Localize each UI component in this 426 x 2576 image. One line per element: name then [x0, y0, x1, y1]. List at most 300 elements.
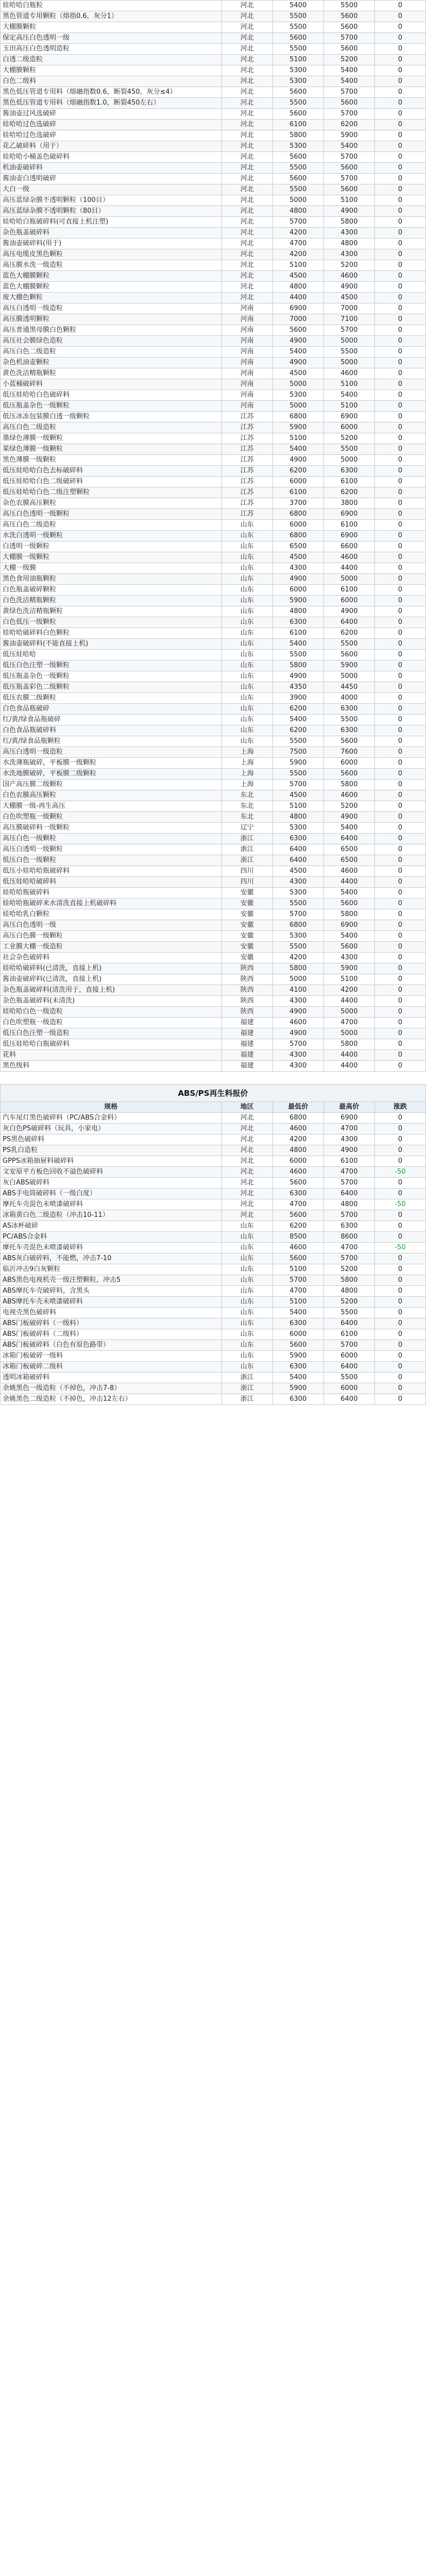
cell-spec: 摩托车壳混色未喷漆破碎料	[1, 1199, 222, 1210]
cell-max-price: 5200	[323, 801, 374, 812]
table-row	[1, 433, 426, 444]
cell-region: 山东	[221, 596, 272, 606]
cell-spec: 高压膜透明颗粒	[1, 314, 222, 325]
cell-max-price: 4800	[323, 1286, 374, 1297]
cell-region: 浙江	[221, 1394, 272, 1405]
cell-change: 0	[374, 509, 425, 520]
cell-max-price: 4300	[323, 1134, 374, 1145]
cell-max-price: 5700	[323, 33, 374, 44]
cell-spec: 果绿色薄膜一级颗粒	[1, 444, 222, 455]
cell-change: 0	[374, 239, 425, 249]
cell-spec: PC/ABS合金料	[1, 1232, 222, 1243]
cell-spec: 白色吹塑瓶一级造粒	[1, 1018, 222, 1028]
cell-region: 河南	[221, 390, 272, 401]
cell-spec: 娃哈哈小桶盖色破碎料	[1, 152, 222, 163]
cell-max-price: 6400	[323, 1362, 374, 1372]
cell-max-price: 5700	[323, 152, 374, 163]
cell-min-price: 5300	[272, 888, 323, 899]
cell-max-price: 6400	[323, 617, 374, 628]
cell-spec: 高压膜破碎料一级颗粒	[1, 823, 222, 834]
cell-min-price: 4600	[272, 1243, 323, 1253]
cell-min-price: 5000	[272, 379, 323, 390]
table-row	[1, 109, 426, 120]
cell-max-price: 6900	[323, 531, 374, 541]
col-change-header: 涨跌	[374, 1102, 425, 1113]
cell-region: 山东	[221, 704, 272, 715]
cell-change: 0	[374, 282, 425, 293]
cell-change: 0	[374, 358, 425, 368]
cell-max-price: 5800	[323, 1275, 374, 1286]
cell-max-price: 5600	[323, 44, 374, 55]
cell-min-price: 6300	[272, 1394, 323, 1405]
cell-change: 0	[374, 498, 425, 509]
cell-spec: 黑色低压管道专用料（熔融指数1.0，断裂450左右）	[1, 98, 222, 109]
cell-region: 江苏	[221, 487, 272, 498]
cell-change: 0	[374, 920, 425, 931]
cell-spec: 白色低压一级颗粒	[1, 617, 222, 628]
cell-min-price: 5400	[272, 715, 323, 725]
cell-region: 山东	[221, 639, 272, 650]
cell-spec: 蓝色大棚膜颗粒	[1, 282, 222, 293]
cell-change: 0	[374, 639, 425, 650]
cell-region: 山东	[221, 671, 272, 682]
cell-region: 河北	[221, 1, 272, 11]
cell-spec: 大棚膜颗粒	[1, 65, 222, 76]
cell-min-price: 4500	[272, 271, 323, 282]
cell-spec: 水洗薄瓶破碎，平板膜一级颗粒	[1, 758, 222, 769]
table-row	[1, 1243, 426, 1253]
cell-change: 0	[374, 1156, 425, 1167]
cell-spec: 低压娃哈哈破碎料	[1, 877, 222, 888]
cell-region: 福建	[221, 1061, 272, 1072]
cell-region: 山东	[221, 563, 272, 574]
cell-max-price: 5700	[323, 174, 374, 184]
abs-ps-price-rows	[1, 1113, 426, 1405]
cell-max-price: 4900	[323, 812, 374, 823]
cell-change: 0	[374, 801, 425, 812]
cell-change: 0	[374, 1061, 425, 1072]
cell-region: 河北	[221, 76, 272, 87]
cell-change: 0	[374, 1178, 425, 1189]
recycled-pe-price-table	[0, 0, 426, 1072]
cell-region: 山东	[221, 574, 272, 585]
cell-spec: 冰箱门板破碎一级料	[1, 1351, 222, 1362]
table-row	[1, 974, 426, 985]
cell-region: 河北	[221, 1145, 272, 1156]
table-row	[1, 985, 426, 996]
cell-max-price: 5000	[323, 336, 374, 347]
cell-min-price: 4900	[272, 336, 323, 347]
cell-max-price: 6000	[323, 596, 374, 606]
cell-max-price: 5400	[323, 888, 374, 899]
cell-region: 河南	[221, 325, 272, 336]
cell-region: 河南	[221, 379, 272, 390]
cell-max-price: 4400	[323, 996, 374, 1007]
cell-max-price: 5200	[323, 1264, 374, 1275]
cell-max-price: 5600	[323, 163, 374, 174]
table-row	[1, 1018, 426, 1028]
cell-min-price: 5300	[272, 823, 323, 834]
cell-min-price: 6000	[272, 520, 323, 531]
cell-min-price: 5400	[272, 1, 323, 11]
cell-region: 浙江	[221, 855, 272, 866]
table-row	[1, 888, 426, 899]
cell-region: 河北	[221, 174, 272, 184]
cell-spec: 白色洗洁精瓶颗粒	[1, 596, 222, 606]
cell-region: 福建	[221, 1039, 272, 1050]
cell-change: 0	[374, 249, 425, 260]
cell-region: 山东	[221, 617, 272, 628]
cell-max-price: 5600	[323, 769, 374, 779]
cell-region: 山东	[221, 606, 272, 617]
table-row	[1, 725, 426, 736]
cell-change: 0	[374, 552, 425, 563]
cell-region: 河北	[221, 130, 272, 141]
cell-region: 河北	[221, 44, 272, 55]
cell-region: 山东	[221, 725, 272, 736]
cell-min-price: 5900	[272, 596, 323, 606]
cell-region: 河北	[221, 22, 272, 33]
cell-region: 河北	[221, 195, 272, 206]
cell-region: 陕西	[221, 996, 272, 1007]
cell-region: 浙江	[221, 834, 272, 844]
cell-region: 河北	[221, 152, 272, 163]
cell-spec: 黑色食用油瓶颗粒	[1, 574, 222, 585]
cell-spec: 高压普通黑母膜白色颗粒	[1, 325, 222, 336]
cell-max-price: 6400	[323, 834, 374, 844]
cell-change: 0	[374, 303, 425, 314]
table-row	[1, 1145, 426, 1156]
cell-spec: 低压娃哈哈	[1, 650, 222, 660]
cell-min-price: 4700	[272, 239, 323, 249]
cell-change: 0	[374, 1, 425, 11]
table-row	[1, 574, 426, 585]
cell-min-price: 5800	[272, 660, 323, 671]
cell-region: 安徽	[221, 953, 272, 963]
cell-max-price: 6000	[323, 758, 374, 769]
cell-spec: 低压农膜二级颗粒	[1, 693, 222, 704]
cell-change: 0	[374, 1210, 425, 1221]
cell-min-price: 5000	[272, 401, 323, 412]
cell-region: 上海	[221, 758, 272, 769]
cell-min-price: 4300	[272, 1050, 323, 1061]
cell-spec: 高压白色透明一级颗粒	[1, 509, 222, 520]
cell-min-price: 3900	[272, 693, 323, 704]
cell-change: 0	[374, 1351, 425, 1362]
cell-spec: 酱油壶过风选破碎	[1, 109, 222, 120]
cell-spec: 冰箱黄白色二级造粒（冲击10-11）	[1, 1210, 222, 1221]
table-row	[1, 769, 426, 779]
cell-min-price: 4900	[272, 358, 323, 368]
table-row	[1, 239, 426, 249]
cell-region: 东北	[221, 812, 272, 823]
cell-change: 0	[374, 606, 425, 617]
col-spec-header: 规格	[1, 1102, 222, 1113]
cell-change: 0	[374, 477, 425, 487]
cell-change: -50	[374, 1167, 425, 1178]
cell-change: 0	[374, 390, 425, 401]
cell-spec: ABS摩托车壳未喷漆破碎料	[1, 1297, 222, 1308]
cell-region: 山东	[221, 1340, 272, 1351]
cell-region: 山东	[221, 1243, 272, 1253]
cell-max-price: 4900	[323, 282, 374, 293]
cell-change: 0	[374, 834, 425, 844]
cell-spec: 低压瓶盖杂色一级颗粒	[1, 671, 222, 682]
cell-region: 陕西	[221, 963, 272, 974]
cell-region: 河北	[221, 260, 272, 271]
cell-change: 0	[374, 1253, 425, 1264]
cell-min-price: 6800	[272, 531, 323, 541]
cell-change: 0	[374, 163, 425, 174]
cell-change: 0	[374, 931, 425, 942]
cell-max-price: 5700	[323, 87, 374, 98]
cell-change: 0	[374, 325, 425, 336]
cell-spec: 余姚黑色二级造粒（不掉色，冲击12左右）	[1, 1394, 222, 1405]
cell-min-price: 5300	[272, 931, 323, 942]
cell-spec: 杂色农膜高压颗粒	[1, 498, 222, 509]
table-row	[1, 303, 426, 314]
cell-region: 山东	[221, 682, 272, 693]
cell-min-price: 5900	[272, 422, 323, 433]
table-row	[1, 1383, 426, 1394]
cell-spec: 水洗地膜破碎，平板膜二级颗粒	[1, 769, 222, 779]
cell-spec: 低压小娃哈哈瓶破碎料	[1, 866, 222, 877]
cell-region: 安徽	[221, 920, 272, 931]
cell-region: 江苏	[221, 412, 272, 422]
cell-spec: 低压白色注塑一级造粒	[1, 1028, 222, 1039]
cell-spec: 高压白色透明一级	[1, 920, 222, 931]
cell-max-price: 6100	[323, 520, 374, 531]
cell-max-price: 4500	[323, 293, 374, 303]
cell-region: 安徽	[221, 931, 272, 942]
table-row	[1, 152, 426, 163]
cell-min-price: 5700	[272, 779, 323, 790]
cell-max-price: 4000	[323, 693, 374, 704]
cell-region: 河北	[221, 184, 272, 195]
cell-spec: 娃哈哈白色一级造粒	[1, 1007, 222, 1018]
table-row	[1, 617, 426, 628]
cell-region: 河北	[221, 120, 272, 130]
cell-max-price: 6500	[323, 855, 374, 866]
cell-max-price: 6600	[323, 541, 374, 552]
cell-spec: 高压膜水洗一级造粒	[1, 260, 222, 271]
cell-min-price: 5300	[272, 390, 323, 401]
cell-region: 山东	[221, 1221, 272, 1232]
cell-min-price: 5600	[272, 109, 323, 120]
cell-region: 山东	[221, 1362, 272, 1372]
cell-change: 0	[374, 206, 425, 217]
cell-spec: 黄色洗洁精瓶颗粒	[1, 368, 222, 379]
cell-spec: 大棚膜一级-再生高压	[1, 801, 222, 812]
cell-change: 0	[374, 217, 425, 228]
cell-min-price: 4900	[272, 455, 323, 466]
cell-min-price: 4800	[272, 606, 323, 617]
cell-min-price: 5300	[272, 65, 323, 76]
cell-spec: 摩托车壳混色未喷漆破碎料	[1, 1243, 222, 1253]
table-row	[1, 1221, 426, 1232]
cell-min-price: 4500	[272, 866, 323, 877]
cell-change: 0	[374, 1286, 425, 1297]
cell-region: 安徽	[221, 909, 272, 920]
cell-region: 河北	[221, 98, 272, 109]
cell-spec: 蓝色大棚膜颗粒	[1, 271, 222, 282]
table-row	[1, 552, 426, 563]
cell-change: 0	[374, 293, 425, 303]
cell-max-price: 4900	[323, 206, 374, 217]
table-row	[1, 585, 426, 596]
cell-spec: 高压白色二级造粒	[1, 520, 222, 531]
cell-spec: AS冰杯破碎	[1, 1221, 222, 1232]
cell-region: 安徽	[221, 888, 272, 899]
cell-region: 山东	[221, 736, 272, 747]
cell-region: 山东	[221, 1297, 272, 1308]
cell-region: 山东	[221, 660, 272, 671]
table-row	[1, 963, 426, 974]
cell-change: 0	[374, 844, 425, 855]
table-row	[1, 899, 426, 909]
cell-spec: 花料	[1, 1050, 222, 1061]
cell-min-price: 4200	[272, 228, 323, 239]
cell-min-price: 5700	[272, 909, 323, 920]
cell-min-price: 5100	[272, 1264, 323, 1275]
cell-min-price: 5500	[272, 11, 323, 22]
cell-region: 河北	[221, 217, 272, 228]
cell-change: 0	[374, 1264, 425, 1275]
cell-region: 山东	[221, 650, 272, 660]
table-row	[1, 877, 426, 888]
cell-spec: 社会杂色破碎料	[1, 953, 222, 963]
cell-change: 0	[374, 704, 425, 715]
cell-spec: 高压白色一级颗粒	[1, 834, 222, 844]
cell-max-price: 5100	[323, 401, 374, 412]
cell-min-price: 5400	[272, 1308, 323, 1318]
cell-region: 河北	[221, 65, 272, 76]
table-row	[1, 141, 426, 152]
cell-change: -50	[374, 1199, 425, 1210]
table-row	[1, 671, 426, 682]
cell-max-price: 5400	[323, 823, 374, 834]
cell-change: 0	[374, 758, 425, 769]
table-row	[1, 1286, 426, 1297]
table-row	[1, 996, 426, 1007]
cell-min-price: 6300	[272, 1189, 323, 1199]
table-row	[1, 1340, 426, 1351]
table-row	[1, 249, 426, 260]
cell-spec: 高压白透明一级颗粒	[1, 844, 222, 855]
cell-region: 江苏	[221, 466, 272, 477]
cell-spec: 低压瓶盖彩色二级颗粒	[1, 682, 222, 693]
cell-change: 0	[374, 1134, 425, 1145]
cell-change: 0	[374, 379, 425, 390]
table-row	[1, 953, 426, 963]
table-row	[1, 325, 426, 336]
cell-change: 0	[374, 769, 425, 779]
cell-min-price: 7500	[272, 747, 323, 758]
table-row	[1, 65, 426, 76]
cell-min-price: 4800	[272, 282, 323, 293]
cell-spec: 透明冰箱破碎料	[1, 1372, 222, 1383]
cell-min-price: 3700	[272, 498, 323, 509]
cell-change: 0	[374, 195, 425, 206]
cell-min-price: 6000	[272, 477, 323, 487]
cell-min-price: 4600	[272, 1018, 323, 1028]
col-region-header: 地区	[221, 1102, 272, 1113]
table-row	[1, 1362, 426, 1372]
cell-change: 0	[374, 120, 425, 130]
cell-max-price: 6300	[323, 704, 374, 715]
table-row	[1, 87, 426, 98]
table-row	[1, 844, 426, 855]
cell-spec: 墨绿色薄膜一级颗粒	[1, 433, 222, 444]
cell-region: 河南	[221, 401, 272, 412]
table-row	[1, 1178, 426, 1189]
cell-max-price: 5200	[323, 1297, 374, 1308]
cell-min-price: 4300	[272, 996, 323, 1007]
table-row	[1, 1156, 426, 1167]
cell-spec: PS乳白造粒	[1, 1145, 222, 1156]
cell-max-price: 4800	[323, 239, 374, 249]
cell-max-price: 6200	[323, 628, 374, 639]
cell-max-price: 6400	[323, 1189, 374, 1199]
cell-change: 0	[374, 693, 425, 704]
cell-change: 0	[374, 412, 425, 422]
cell-spec: 灰白ABS破碎料	[1, 1178, 222, 1189]
cell-region: 山东	[221, 552, 272, 563]
cell-region: 河北	[221, 163, 272, 174]
cell-max-price: 4450	[323, 682, 374, 693]
cell-region: 山东	[221, 1286, 272, 1297]
cell-change: 0	[374, 228, 425, 239]
cell-max-price: 4600	[323, 552, 374, 563]
cell-region: 山东	[221, 1351, 272, 1362]
cell-spec: 娃哈哈过色选破碎	[1, 120, 222, 130]
cell-region: 上海	[221, 779, 272, 790]
cell-spec: 国产高压膜二级颗粒	[1, 779, 222, 790]
cell-spec: 白透二级造粒	[1, 55, 222, 65]
cell-min-price: 5000	[272, 974, 323, 985]
cell-change: 0	[374, 401, 425, 412]
cell-spec: 余姚黑色一级造粒（不掉色，冲击7-8）	[1, 1383, 222, 1394]
cell-region: 山东	[221, 1232, 272, 1243]
cell-spec: 高压电缆皮黑色颗粒	[1, 249, 222, 260]
cell-min-price: 5600	[272, 174, 323, 184]
cell-max-price: 7000	[323, 303, 374, 314]
cell-change: 0	[374, 130, 425, 141]
cell-spec: 酱油壶破碎料(已清洗，直接上机)	[1, 974, 222, 985]
cell-min-price: 4200	[272, 953, 323, 963]
cell-max-price: 5400	[323, 931, 374, 942]
cell-max-price: 6100	[323, 585, 374, 596]
cell-change: 0	[374, 953, 425, 963]
cell-max-price: 5700	[323, 1253, 374, 1264]
cell-region: 河北	[221, 1134, 272, 1145]
cell-min-price: 5600	[272, 152, 323, 163]
table-row	[1, 444, 426, 455]
cell-max-price: 5500	[323, 1308, 374, 1318]
cell-change: 0	[374, 1113, 425, 1124]
cell-max-price: 4400	[323, 1061, 374, 1072]
cell-spec: 白透明一级颗粒	[1, 541, 222, 552]
cell-max-price: 4700	[323, 1124, 374, 1134]
cell-spec: GPPS冰箱抽屉料破碎料	[1, 1156, 222, 1167]
table-row	[1, 1232, 426, 1243]
cell-min-price: 5500	[272, 769, 323, 779]
cell-change: 0	[374, 65, 425, 76]
cell-min-price: 4500	[272, 368, 323, 379]
cell-max-price: 5600	[323, 899, 374, 909]
cell-region: 四川	[221, 877, 272, 888]
table-row	[1, 1275, 426, 1286]
